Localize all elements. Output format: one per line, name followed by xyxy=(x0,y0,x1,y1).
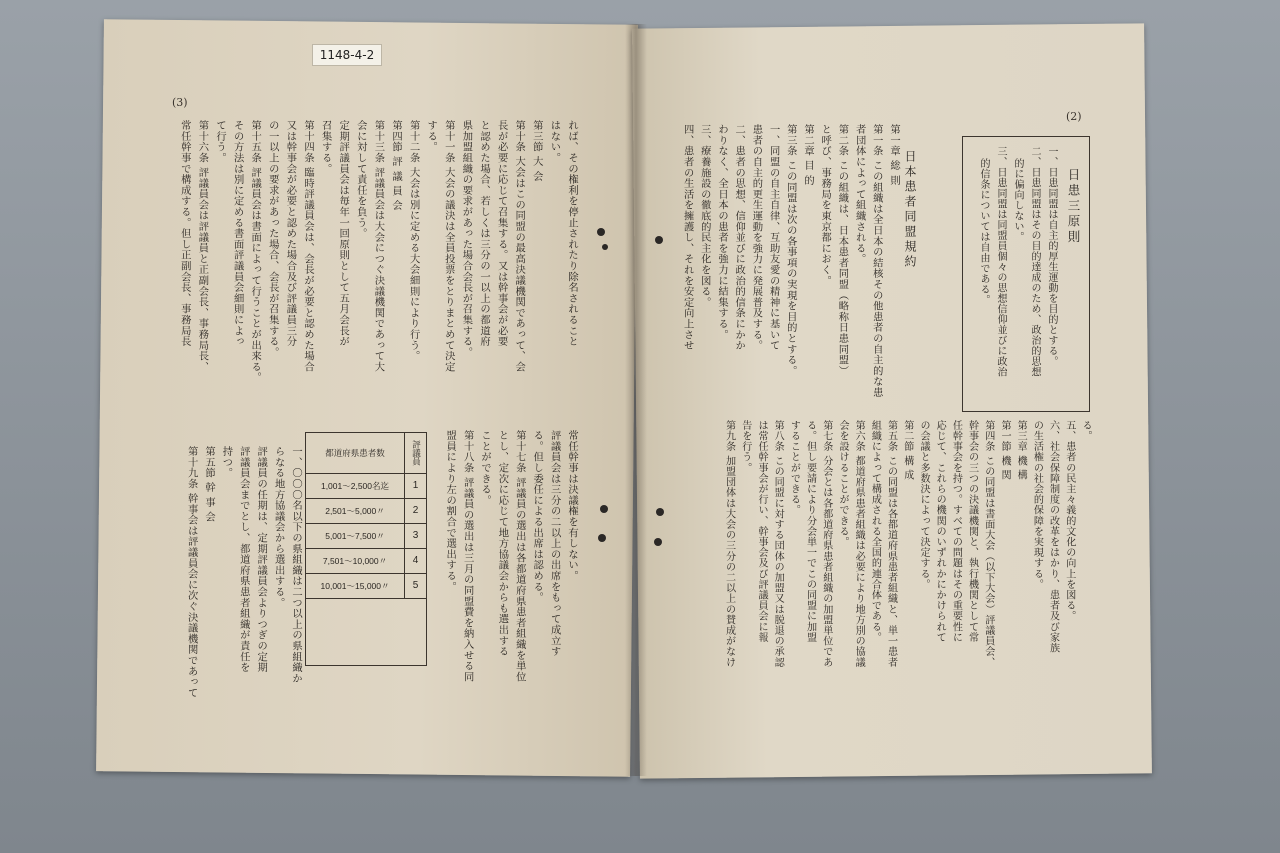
text-column: 第十五条 評議員会は書面によって行うことが出来る。 xyxy=(249,120,262,383)
text-column: 患者の自主的更生運動を強力に発展普及する。 xyxy=(750,124,763,351)
principle-item: 一、日患同盟は自主的厚生運動を目的とする。 xyxy=(1046,146,1057,367)
text-column: とし、定次に応じて地方協議会からも選出する xyxy=(496,430,509,657)
text-column: 長が必要に応じて召集する。又は幹事会が必要 xyxy=(495,120,508,347)
binding-hole xyxy=(654,538,662,546)
book-gutter xyxy=(625,24,647,776)
text-column: はない。 xyxy=(548,120,561,164)
text-column: 第一条 この組織は全日本の結核その他患者の自主的な患 xyxy=(870,124,883,398)
text-column: 県加盟組織の要求があった場合会長が召集する。 xyxy=(460,120,473,358)
text-column: 告を行う。 xyxy=(739,420,751,473)
text-column: 召集する。 xyxy=(319,120,332,174)
table-header-range: 都道府県患者数 xyxy=(306,433,405,474)
text-column: 第三章 機 構 xyxy=(1015,420,1027,481)
binding-hole xyxy=(656,508,664,516)
table-cell-range: 5,001～7,500〃 xyxy=(306,524,405,548)
table-row xyxy=(306,549,426,574)
text-column: れば、その権利を停止されたり除名されること xyxy=(566,120,578,347)
table-cell-range: 2,501～5,000〃 xyxy=(306,499,405,523)
regulation-title: 日本患者同盟規約 xyxy=(903,150,917,270)
principle-item: 三、日患同盟は同盟員個々の思想信仰並びに政治 xyxy=(995,146,1006,377)
text-column: ことができる。 xyxy=(479,430,491,506)
text-column: の一以上の要求があった場合、会長が召集する。 xyxy=(266,120,279,358)
binding-hole xyxy=(602,244,608,250)
text-column: 第十三条 評議員会は大会につぐ決議機関であって大 xyxy=(372,120,385,373)
text-column: その方法は別に定める書面評議員会細則によっ xyxy=(231,120,244,347)
binding-hole xyxy=(600,505,608,513)
text-column: と呼び、事務局を東京都におく。 xyxy=(819,124,832,286)
text-column: の生活権の社会的保障を実現する。 xyxy=(1031,420,1043,590)
text-column: 一、同盟の自主自律、互助友愛の精神に基いて xyxy=(767,124,780,351)
text-column: 会に対して責任を負う。 xyxy=(354,120,367,239)
table-row xyxy=(306,474,426,499)
text-column: 者団体によって組織される。 xyxy=(853,124,866,265)
table-row xyxy=(306,524,426,549)
principle-item: 二、日患同盟はその目的達成のため、政治的思想 xyxy=(1029,146,1040,377)
text-column: 第九条 加盟団体は大会の三分の二以上の賛成がなけ xyxy=(723,420,735,668)
table-cell-range: 7,501～10,000〃 xyxy=(306,549,405,573)
text-column: 第六条 都道府県患者組織は必要により地方別の協議 xyxy=(853,420,865,668)
text-column: 評議員会は三分の二以上の出席をもって成立す xyxy=(548,430,561,657)
text-column: 第八条 この同盟に対する団体の加盟又は脱退の承認 xyxy=(772,420,784,668)
binding-hole xyxy=(655,236,663,244)
text-column: 応じて、これらの機関のいずれかにかけられて xyxy=(934,420,946,643)
text-column: 第三条 この同盟は次の各事項の実現を目的とする。 xyxy=(784,124,797,377)
text-column: らなる地方協議会から選出する。 xyxy=(272,446,285,608)
text-column: することができる。 xyxy=(788,420,800,516)
text-column: 第二条 この組織は、日本患者同盟（略称日患同盟） xyxy=(836,124,849,377)
text-column: 第二章 目 的 xyxy=(802,124,814,186)
table-header-count: 評議員 xyxy=(405,433,426,474)
text-column: と認めた場合、若しくは三分の一以上の都道府 xyxy=(478,120,490,347)
text-column: の会議と多数決によって決定する。 xyxy=(918,420,929,590)
text-column: わりなく、全日本の患者を強力に結集する。 xyxy=(716,124,728,340)
text-column: する。 xyxy=(425,120,438,153)
text-column: 第五節 幹 事 会 xyxy=(203,446,215,523)
page-number-left: (3) xyxy=(172,96,188,109)
text-column: 定期評議員会は毎年一回原則として五月会長が xyxy=(337,120,350,347)
table-cell-range: 1,001～2,500名迄 xyxy=(306,474,405,498)
text-column: 第七条 分会とは各都道府県患者組織の加盟単位であ xyxy=(820,420,832,668)
text-column: 第四条 この同盟は書面大会（以下大会）評議員会、 xyxy=(982,420,994,668)
delegate-table xyxy=(305,432,427,666)
text-column: 五、患者の民主々義的文化の向上を図る。 xyxy=(1063,420,1075,622)
text-column: る。 xyxy=(1080,420,1091,442)
text-column: る。但し委任による出席は認める。 xyxy=(531,430,544,603)
text-column: 一、〇〇〇名以下の県組織は二つ以上の県組織か xyxy=(290,446,302,684)
table-cell-count: 1 xyxy=(412,480,419,491)
text-column: る。但し要請により分会単一でこの同盟に加盟 xyxy=(804,420,816,643)
text-column: 第五条 この同盟は各都道府県患者組織と、単一患者 xyxy=(885,420,897,668)
text-column: 第三節 大 会 xyxy=(530,120,543,182)
text-column: 常任幹事は決議権を有しない。 xyxy=(566,430,578,582)
table-cell-count: 5 xyxy=(412,580,419,591)
table-row xyxy=(306,574,426,599)
table-cell-count: 2 xyxy=(412,505,419,516)
text-column: 盟員により左の割合で選出する。 xyxy=(444,430,457,592)
text-column: 第十条 大会はこの同盟の最高決議機関であって、会 xyxy=(513,120,526,373)
text-column: は常任幹事会が行い、幹事会及び評議員会に報 xyxy=(756,420,767,643)
text-column: 第十一条 大会の議決は全員投票をとりまとめて決定 xyxy=(442,120,455,373)
table-cell-count: 4 xyxy=(412,555,419,566)
text-column: 二、患者の思想、信仰並びに政治的信条にかか xyxy=(733,124,746,351)
text-column: 第二節 構 成 xyxy=(901,420,913,481)
text-column: 又は幹事会が必要と認めた場合及び評議員三分 xyxy=(284,120,297,347)
principles-title: 日患三原則 xyxy=(1066,168,1081,246)
page-number-right: (2) xyxy=(1066,110,1082,123)
binding-hole xyxy=(597,228,605,236)
text-column: 常任幹事で構成する。但し正副会長、事務局長 xyxy=(178,120,191,347)
text-column: 幹事会の三つの決議機関と、執行機関として常 xyxy=(966,420,978,643)
text-column: 四、患者の生活を擁護し、それを安定向上させ xyxy=(681,124,694,351)
archive-tag: 1148-4-2 xyxy=(312,44,382,66)
text-column: 評議員会までとし、都道府県患者組織が責任を xyxy=(237,446,250,673)
text-column: 第十七条 評議員の選出は各都道府県患者組織を単位 xyxy=(513,430,526,683)
text-column: 第十四条 臨時評議員会は、会長が必要と認めた場合 xyxy=(302,120,314,373)
text-column: 任幹事会を持つ。すべての問題はその重要性に xyxy=(950,420,962,643)
text-column: 第一章 総 則 xyxy=(888,124,900,186)
text-column: 第一節 機 関 xyxy=(999,420,1010,481)
text-column: て行う。 xyxy=(214,120,226,164)
table-cell-count: 3 xyxy=(412,530,419,541)
binding-hole xyxy=(598,534,606,542)
principle-item: 的に偏向しない。 xyxy=(1012,158,1023,242)
text-column: 第十六条 評議員会は評議員と正副会長、事務局長、 xyxy=(196,120,209,373)
table-cell-range: 10,001～15,000〃 xyxy=(306,574,405,598)
principle-item: 的信条については自由である。 xyxy=(978,158,989,305)
text-column: 会を設けることができる。 xyxy=(837,420,848,548)
text-column: 第十八条 評議員の選出は三月の同盟費を納入せる同 xyxy=(461,430,474,683)
table-row xyxy=(306,499,426,524)
text-column: 六、社会保障制度の改革をはかり、患者及び家族 xyxy=(1047,420,1059,654)
text-column: 評議員の任期は、定期評議員会よりつぎの定期 xyxy=(255,446,268,673)
text-column: 第十九条 幹事会は評議員会に次ぐ決議機関であって xyxy=(185,446,198,699)
text-column: 持つ。 xyxy=(220,446,233,479)
text-column: 三、療養施設の徹底的民主化を図る。 xyxy=(698,124,711,308)
text-column: 組織によって構成される全国的連合体である。 xyxy=(869,420,881,643)
text-column: 第十二条 大会は別に定める大会細則により行う。 xyxy=(407,120,420,362)
text-column: 第四節 評 議 員 会 xyxy=(390,120,402,211)
